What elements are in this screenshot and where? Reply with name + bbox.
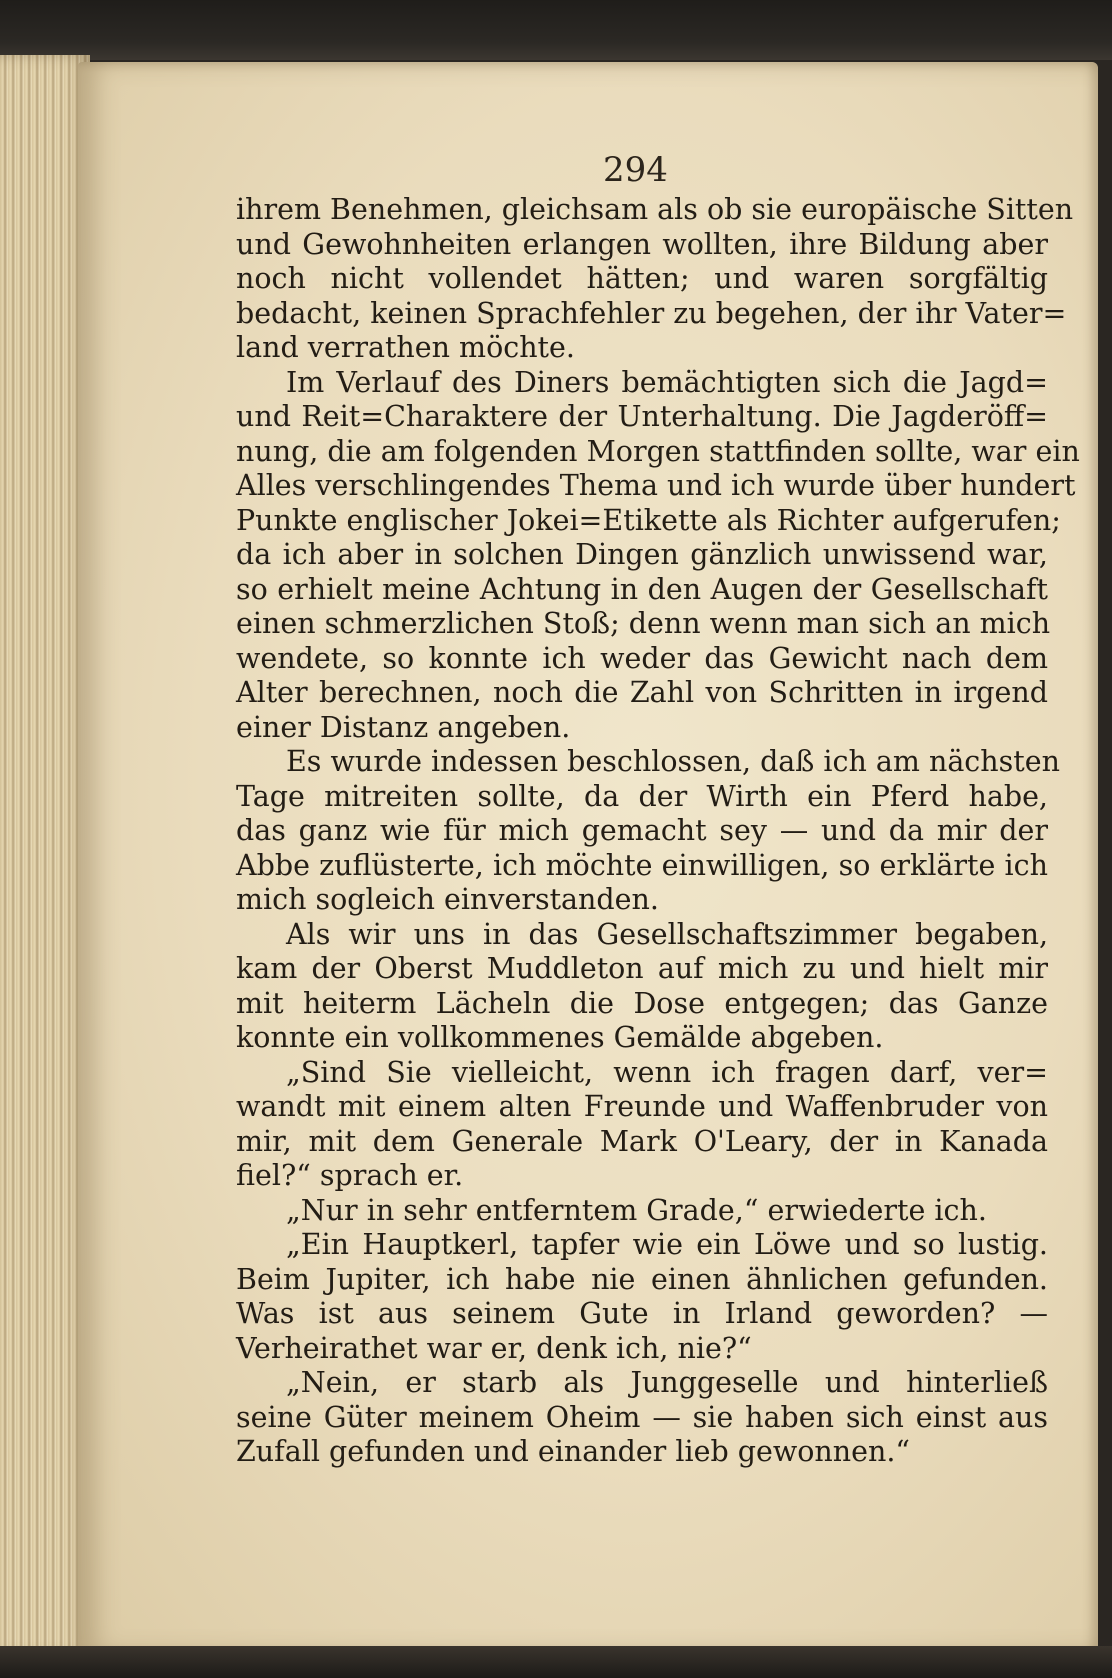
- text-line: Verheirathet war er, denk ich, nie?“: [236, 1331, 752, 1365]
- page-stack-edges: [0, 55, 90, 1655]
- text-line: Zufall gefunden und einander lieb gewonnen.“: [236, 1435, 910, 1468]
- text-line: land verrathen möchte.: [236, 331, 575, 364]
- text-line: so erhielt meine Achtung in den Augen der Gesellschaft: [236, 572, 1048, 606]
- text-line: und Reit=Charaktere der Unterhaltung. Die Jagderöff=: [236, 400, 1048, 433]
- text-line: mir, mit dem Generale Mark O'Leary, der in Kanada: [236, 1124, 1048, 1158]
- text-line: „Nur in sehr entferntem Grade,“ erwiederte ich.: [286, 1193, 987, 1227]
- text-line: „Sind Sie vielleicht, wenn ich fragen darf, ver=: [286, 1055, 1048, 1089]
- text-line: konnte ein vollkommenes Gemälde abgeben.: [236, 1021, 884, 1054]
- text-line: fiel?“ sprach er.: [236, 1159, 464, 1192]
- text-line: wandt mit einem alten Freunde und Waffenbruder von: [236, 1090, 1048, 1123]
- text-line: kam der Oberst Muddleton auf mich zu und hielt mir: [236, 952, 1048, 985]
- text-line: einen schmerzlichen Stoß; denn wenn man sich an mich: [236, 607, 1051, 640]
- text-line: einer Distanz angeben.: [236, 710, 571, 744]
- text-line: Beim Jupiter, ich habe nie einen ähnlichen gefunden.: [236, 1262, 1048, 1296]
- text-line: Als wir uns in das Gesellschaftszimmer begaben,: [286, 917, 1048, 951]
- text-line: Punkte englischer Jokei=Etikette als Richter aufgerufen;: [236, 503, 1061, 537]
- text-line: Alter berechnen, noch die Zahl von Schritten in irgend: [236, 676, 1048, 709]
- text-line: mit heiterm Lächeln die Dose entgegen; das Ganze: [236, 986, 1048, 1020]
- text-line: Abbe zuflüsterte, ich möchte einwilligen, so erklärte ich: [236, 848, 1048, 882]
- text-line: das ganz wie für mich gemacht sey — und da mir der: [236, 814, 1048, 847]
- text-line: seine Güter meinem Oheim — sie haben sich einst aus: [236, 1400, 1048, 1434]
- text-line: Was ist aus seinem Gute in Irland geworden? —: [236, 1297, 1048, 1330]
- text-line: Tage mitreiten sollte, da der Wirth ein Pferd habe,: [236, 779, 1048, 813]
- text-line: und Gewohnheiten erlangen wollten, ihre Bildung aber: [236, 227, 1048, 261]
- text-line: ihrem Benehmen, gleichsam als ob sie europäische Sitten: [236, 193, 1074, 226]
- text-line: nung, die am folgenden Morgen stattfinden sollte, war ein: [236, 434, 1080, 468]
- page-number: 294: [603, 150, 668, 190]
- page-body-text: [236, 193, 1080, 1470]
- scan-background-top: [0, 0, 1112, 60]
- text-line: Im Verlauf des Diners bemächtigten sich die Jagd=: [286, 365, 1048, 399]
- text-line: Alles verschlingendes Thema und ich wurde über hundert: [236, 469, 1076, 502]
- text-line: mich sogleich einverstanden.: [236, 883, 659, 916]
- text-line: wendete, so konnte ich weder das Gewicht nach dem: [236, 641, 1048, 675]
- text-line: noch nicht vollendet hätten; und waren sorgfältig: [236, 262, 1048, 295]
- text-line: da ich aber in solchen Dingen gänzlich unwissend war,: [236, 538, 1048, 571]
- text-line: „Ein Hauptkerl, tapfer wie ein Löwe und so lustig.: [286, 1228, 1048, 1261]
- text-line: bedacht, keinen Sprachfehler zu begehen, der ihr Vater=: [236, 296, 1067, 330]
- scan-background-bottom: [0, 1646, 1112, 1678]
- text-line: Es wurde indessen beschlossen, daß ich am nächsten: [286, 745, 1060, 778]
- text-line: „Nein, er starb als Junggeselle und hinterließ: [286, 1366, 1048, 1399]
